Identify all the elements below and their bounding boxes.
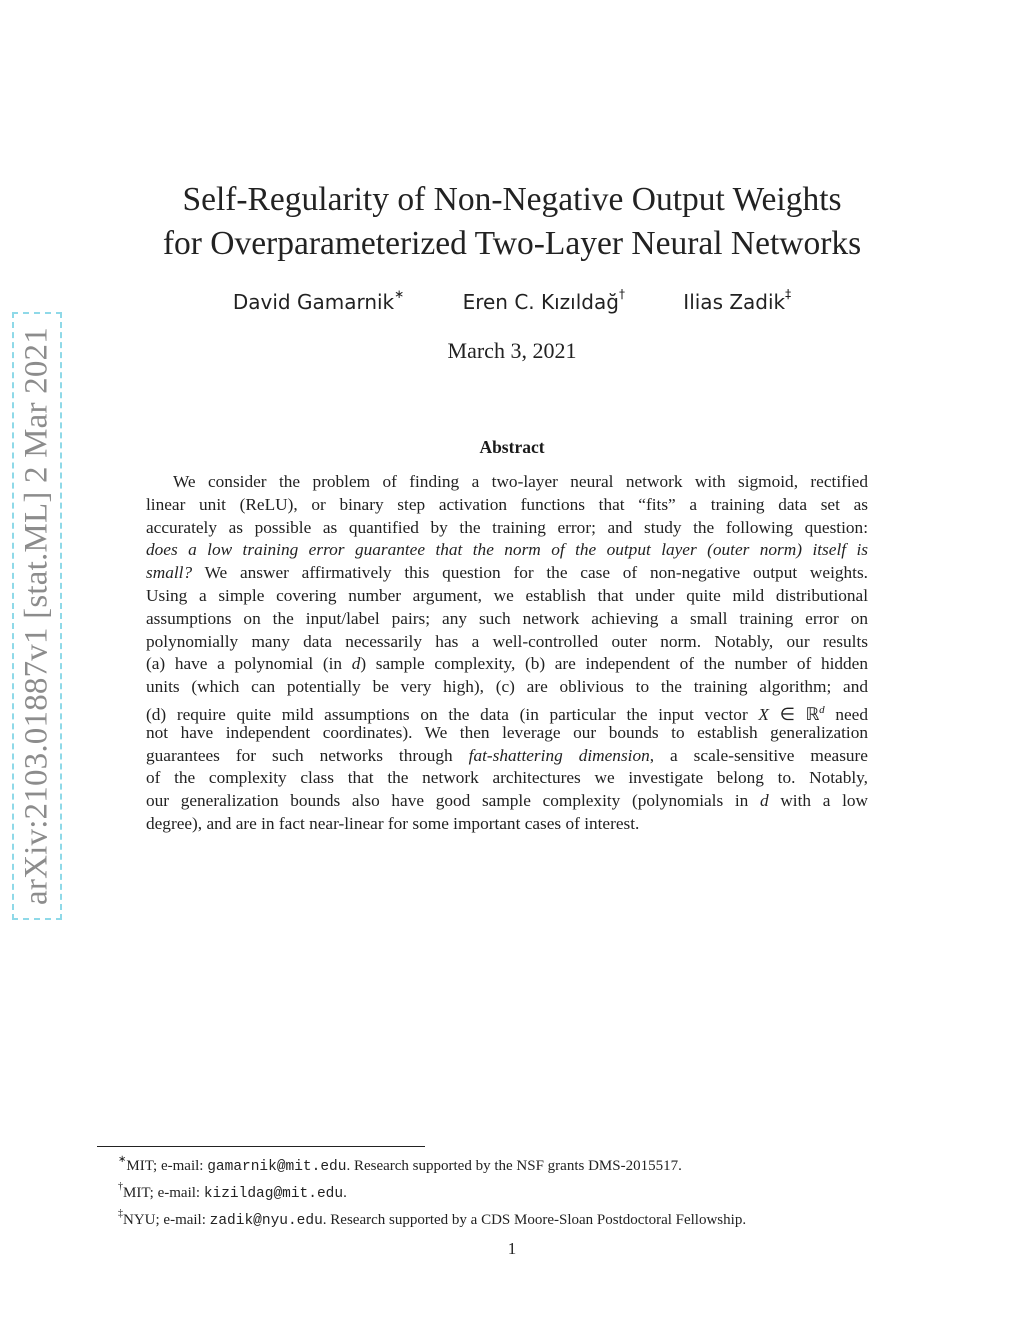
title-line-1: Self-Regularity of Non-Negative Output Weights — [182, 181, 842, 218]
abstract-line: small? We answer affirmatively this question for the case of non-negative output weights. — [146, 563, 868, 583]
abstract-line: (a) have a polynomial (in d) sample complexity, (b) are independent of the number of hidden — [146, 654, 868, 674]
abstract-line: polynomially many data necessarily has a well-controlled outer norm. Notably, our results — [146, 631, 868, 651]
footnotes — [118, 1151, 746, 1232]
abstract-line: accurately as possible as quantified by the training error; and study the following question: — [146, 517, 868, 537]
abstract-line: our generalization bounds also have good sample complexity (polynomials in d with a low — [146, 791, 868, 811]
abstract-line: linear unit (ReLU), or binary step activation functions that “fits” a training data set as — [146, 494, 868, 514]
abstract-line — [146, 539, 868, 562]
paper-title — [0, 178, 1024, 266]
author-list — [0, 287, 1024, 314]
footnote-2: †MIT; e-mail: kizildag@mit.edu. — [118, 1181, 347, 1202]
abstract-line: units (which can potentially be very high), (c) are oblivious to the training algorithm; and — [146, 677, 868, 697]
author-3: Ilias Zadik‡ — [683, 287, 792, 314]
abstract-line: (d) require quite mild assumptions on the data (in particular the input vector X ∈ ℝ$^d$ need — [146, 703, 868, 724]
arxiv-stamp — [12, 312, 62, 920]
abstract-line: guarantees for such networks through fat-shattering dimension, a scale-sensitive measure — [146, 745, 868, 765]
research-question: does a low training error guarantee that the norm of the output layer (outer norm) itself is — [146, 540, 868, 560]
abstract-line: not have independent coordinates). We then leverage our bounds to establish generalization — [146, 722, 868, 742]
arxiv-id: arXiv:2103.01887v1 [stat.ML] 2 Mar 2021 — [18, 327, 55, 905]
author-1: David Gamarnik∗ — [232, 287, 405, 314]
publication-date: March 3, 2021 — [447, 338, 577, 363]
page-number: 1 — [507, 1239, 517, 1258]
abstract-line: degree), and are in fact near-linear for some important cases of interest. — [146, 813, 640, 833]
abstract-heading: Abstract — [479, 437, 545, 457]
abstract-line: of the complexity class that the network architectures we investigate belong to. Notably, — [146, 768, 868, 788]
abstract-line: We consider the problem of finding a two-layer neural network with sigmoid, rectified — [173, 472, 868, 491]
footnote-1: ∗MIT; e-mail: gamarnik@mit.edu. Research supported by the NSF grants DMS-2015517. — [118, 1154, 682, 1175]
abstract-line: assumptions on the input/label pairs; any such network achieving a small training error on — [146, 608, 868, 628]
email-link[interactable]: zadik@nyu.edu — [209, 1213, 323, 1229]
email-link[interactable]: kizildag@mit.edu — [203, 1186, 344, 1202]
email-link[interactable]: gamarnik@mit.edu — [207, 1159, 347, 1175]
abstract-body — [146, 471, 868, 836]
title-line-2: for Overparameterized Two-Layer Neural Networks — [162, 225, 862, 262]
footnote-3: ‡NYU; e-mail: zadik@nyu.edu. Research supported by a CDS Moore-Sloan Postdoctoral Fellowship. — [118, 1208, 747, 1229]
author-2: Eren C. Kızıldağ† — [462, 287, 625, 314]
footnote-divider — [97, 1146, 425, 1147]
abstract-line: Using a simple covering number argument, we establish that under quite mild distributional — [146, 585, 868, 605]
